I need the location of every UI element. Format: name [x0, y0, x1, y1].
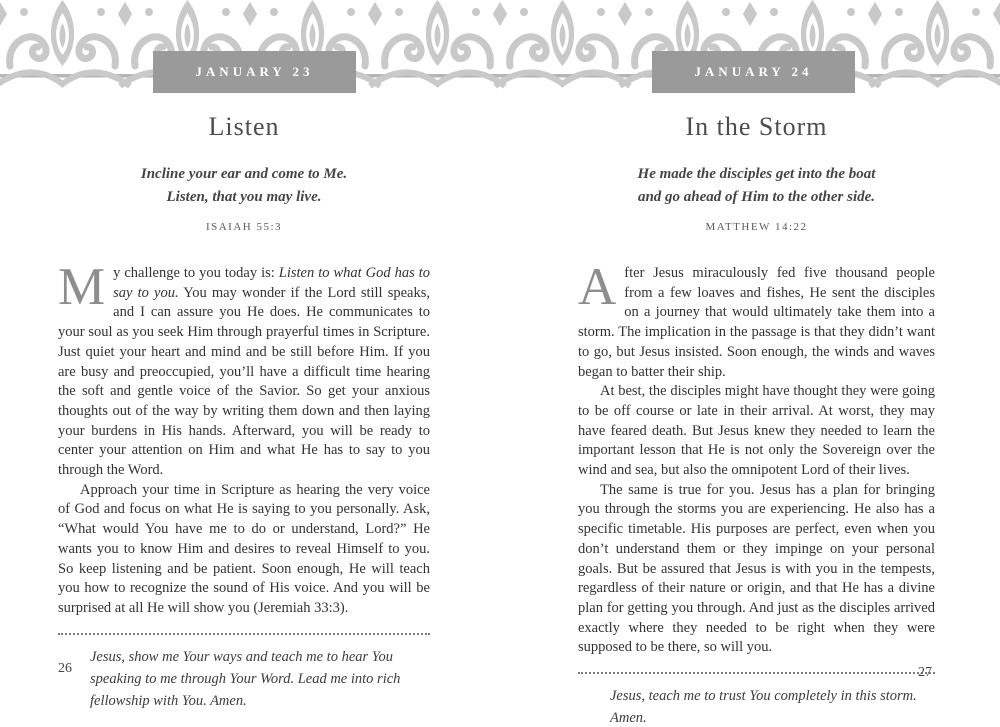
- page-number-left: 26: [58, 661, 72, 676]
- date-label-right: JANUARY 24: [694, 64, 813, 79]
- paragraph-text: fter Jesus miraculously fed five thousand people from a few loaves and fishes, He sent the disciples on a journey that would ultimately take them into a storm. The implication in the passage is that they didn’t want to go, but Jesus insisted. Soon enough, the winds and waves began to batter their ship.: [578, 265, 935, 380]
- dotted-divider-left: [58, 632, 430, 635]
- verse-reference-left: ISAIAH 55:3: [205, 221, 283, 233]
- page-right: [578, 86, 935, 727]
- verse-line: and go ahead of Him to the other side.: [637, 189, 876, 205]
- scripture-verse-left: [58, 163, 430, 239]
- date-label-left: JANUARY 23: [195, 64, 314, 79]
- paragraph-text: You may wonder if the Lord still speaks, and I can assure you He does. He communicates to your soul as you seek Him through prayerful times in Scripture. Just quiet your heart and mind and be still before Him. If you are busy and preoccupied, you’ll have a difficult time hearing the soft and gentle voice of the Savior. So get your anxious thoughts out of the way by writing them down and then laying your burdens in His hands. Afterward, you will be ready to center your attention on Him and what He has to say to you through the Word.: [58, 284, 431, 479]
- verse-line: Listen, that you may live.: [166, 189, 322, 205]
- devotion-body-right: [578, 258, 935, 658]
- prayer-text-left: Jesus, show me Your ways and teach me to hear You speaking to me through Your Word. Lead me into rich fellowship with You. Amen.: [90, 648, 401, 709]
- dotted-divider-right: [578, 671, 935, 674]
- paragraph: The same is true for you. Jesus has a plan for bringing you through the storms you are experiencing. He also has a specific timetable. His purposes are perfect, even when you don’t understand them or they impinge on your personal goals. But be assured that Jesus is with you in the tempests, regardless of their nature or origin, and that He has a divine plan for getting you through. And just as the disciples arrived exactly where they needed to be right when they were supposed to be there, so will you.: [578, 481, 935, 656]
- verse-reference-right: MATTHEW 14:22: [705, 221, 808, 233]
- paragraph-text-italic: Listen to what God has to say to you.: [113, 265, 430, 301]
- prayer-text-right: Jesus, teach me to trust You completely in this storm. Amen.: [610, 688, 917, 727]
- paragraph: [58, 258, 431, 481]
- paragraph: Approach your time in Scripture as hearing the very voice of God and focus on what He is saying to you personally. Ask, “What would You have me to do or understand, Lord?” He wants you to know Him and desires to reveal Himself to you. So keep listening and be patient. Soon enough, He will teach you how to recognize the sound of His voice. And you will be surprised at all He will show you (Jeremiah 33:3).: [58, 481, 430, 616]
- page-left: [58, 86, 430, 712]
- verse-line: Incline your ear and come to Me.: [140, 166, 348, 182]
- verse-line: He made the disciples get into the boat: [637, 166, 876, 182]
- devotion-title-left: Listen: [208, 112, 280, 141]
- drop-cap-left: M: [58, 258, 106, 316]
- devotion-title-right: In the Storm: [685, 112, 828, 141]
- page-number-right: 27: [918, 665, 932, 680]
- paragraph: At best, the disciples might have thought they were going to be off course or late in their arrival. At worst, they may have feared death. But Jesus knew they needed to learn the important lesson that He is not only the Sovereign over the wind and sea, but also the omnipotent Lord of their lives.: [578, 383, 935, 479]
- devotion-body-left: [58, 258, 431, 619]
- paragraph: [578, 258, 935, 382]
- scripture-verse-right: [578, 163, 935, 239]
- paragraph-text: y challenge to you today is:: [113, 265, 279, 281]
- drop-cap-right: A: [578, 258, 617, 316]
